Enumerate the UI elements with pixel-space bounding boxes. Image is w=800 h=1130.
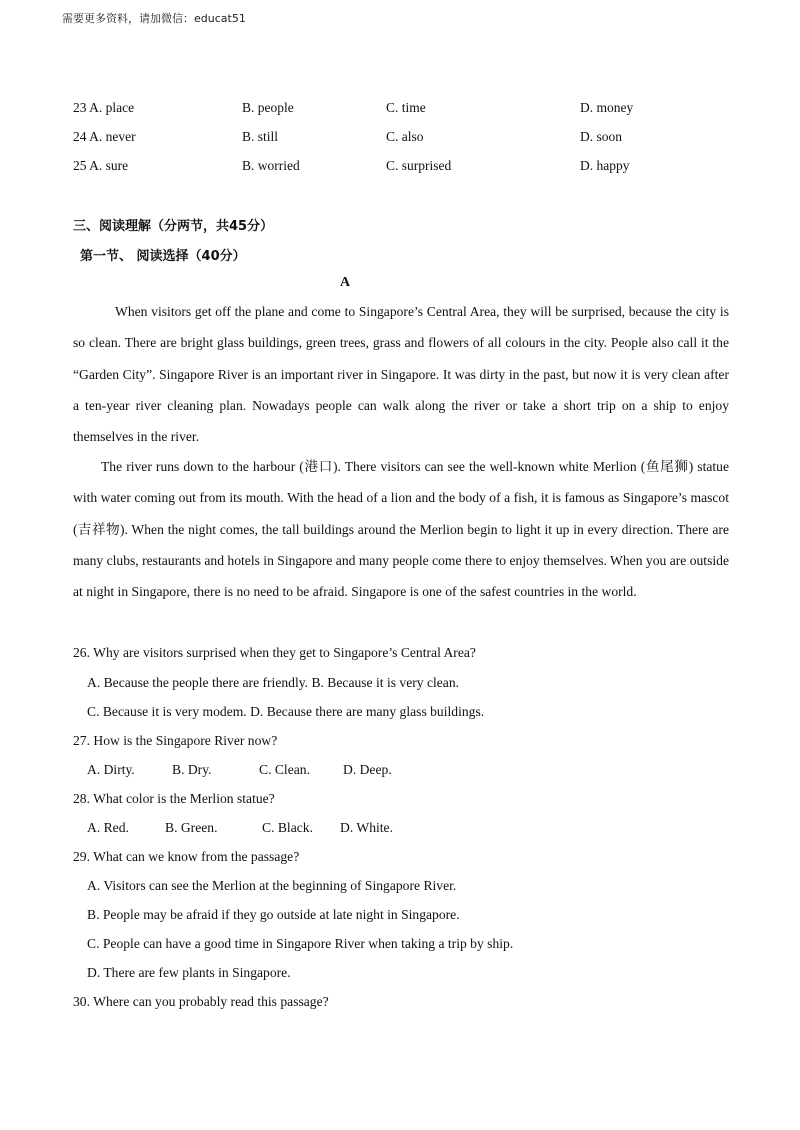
header-watermark: 需要更多资料，请加微信：educat51 xyxy=(62,12,246,25)
question-29-option-c: C. People can have a good time in Singapore River when taking a trip by ship. xyxy=(87,936,514,951)
question-27-option-a: A. Dirty. xyxy=(87,762,135,777)
question-28-option-c: C. Black. xyxy=(262,820,313,835)
passage-paragraph-2: The river runs down to the harbour (港口). There visitors can see the well-known white Merlion (鱼尾狮) statue with water coming out from its mouth. With the head of a lion and the body of a fish, it is famous as Singapore’s mascot (吉祥物). When the night comes, the tall buildings around the Merlion begin to light it up in every direction. There are many clubs, restaurants and hotels in Singapore and many people come there to enjoy themselves. When you are outside at night in Singapore, there is no need to be afraid. Singapore is one of the safest countries in the world. xyxy=(73,459,729,600)
question-29: 29. What can we know from the passage? xyxy=(73,849,300,864)
question-26-options-line-1: A. Because the people there are friendly. B. Because it is very clean. xyxy=(87,675,460,690)
question-29-option-b: B. People may be afraid if they go outside at late night in Singapore. xyxy=(87,907,460,922)
question-27-option-d: D. Deep. xyxy=(343,762,392,777)
question-26: 26. Why are visitors surprised when they get to Singapore’s Central Area? xyxy=(73,645,476,660)
question-30: 30. Where can you probably read this passage? xyxy=(73,994,329,1009)
option-23-d: D. money xyxy=(580,100,634,115)
section-title: 三、阅读理解（分两节，共45分） xyxy=(73,219,274,234)
option-25-b: B. worried xyxy=(242,158,300,173)
question-27-option-c: C. Clean. xyxy=(259,762,310,777)
option-row-23 xyxy=(73,100,713,120)
option-24-b: B. still xyxy=(242,129,279,144)
option-23-b: B. people xyxy=(242,100,294,115)
question-29-option-d: D. There are few plants in Singapore. xyxy=(87,965,291,980)
option-row-25 xyxy=(73,158,713,178)
question-29-option-a: A. Visitors can see the Merlion at the beginning of Singapore River. xyxy=(87,878,457,893)
question-27-option-b: B. Dry. xyxy=(172,762,212,777)
option-25-a: 25 A. sure xyxy=(73,158,129,173)
option-23-c: C. time xyxy=(386,100,426,115)
option-24-c: C. also xyxy=(386,129,424,144)
option-25-c: C. surprised xyxy=(386,158,452,173)
passage-paragraph-1: When visitors get off the plane and come to Singapore’s Central Area, they will be surprised, because the city is so clean. There are bright glass buildings, green trees, grass and flowers of all colours in the city. People also call it the “Garden City”. Singapore River is an important river in Singapore. It was dirty in the past, but now it is very clean after a ten-year river cleaning plan. Nowadays people can walk along the river or take a short trip on a ship to enjoy themselves in the river. xyxy=(73,304,729,445)
question-26-options-line-2: C. Because it is very modem. D. Because there are many glass buildings. xyxy=(87,704,485,719)
option-24-a: 24 A. never xyxy=(73,129,136,144)
question-28-option-b: B. Green. xyxy=(165,820,218,835)
option-row-24 xyxy=(73,129,713,149)
question-28-option-d: D. White. xyxy=(340,820,393,835)
passage-letter: A xyxy=(340,275,351,290)
option-23-a: 23 A. place xyxy=(73,100,135,115)
question-28-option-a: A. Red. xyxy=(87,820,129,835)
question-27: 27. How is the Singapore River now? xyxy=(73,733,278,748)
subsection-title: 第一节、 阅读选择（40分） xyxy=(80,249,246,264)
option-25-d: D. happy xyxy=(580,158,630,173)
question-28: 28. What color is the Merlion statue? xyxy=(73,791,275,806)
option-24-d: D. soon xyxy=(580,129,623,144)
